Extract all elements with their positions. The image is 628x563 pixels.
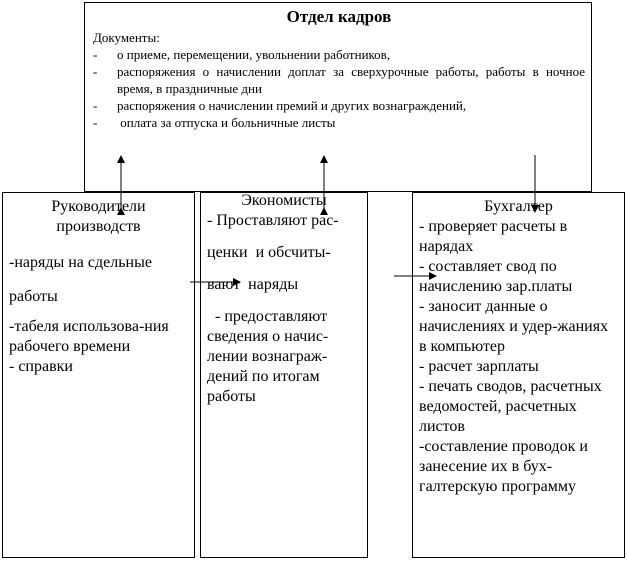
documents-item: - оплата за отпуска и больничные листы [93, 114, 585, 131]
documents-item: - распоряжения о начислении доплат за сверхурочные работы, работы в ночное время, в праздничные дни [93, 63, 585, 97]
documents-label: Документы: [93, 30, 160, 45]
works-line: работы [9, 288, 58, 305]
certificates-line: - справки [9, 358, 73, 375]
accountant-title: Бухгалтер [484, 198, 553, 215]
accountant-task: - заносит данные о начислениях и удер-жаниях в компьютер [419, 298, 609, 355]
documents-item: - распоряжения о начислении премий и других вознаграждений, [93, 97, 585, 114]
accountant-task: - составляет свод по начислению зар.платы [419, 258, 573, 295]
economists-line-2: ценки и обсчиты- [207, 244, 331, 261]
production-managers-title: Руководители производств [51, 198, 146, 235]
accountant-task: - проверяет расчеты в нарядах [419, 218, 568, 255]
piecework-orders-line: -наряды на сдельные [9, 254, 152, 271]
accountant-task: -составление проводок и занесение их в бух-галтерскую программу [419, 438, 588, 495]
economists-title: Экономисты [241, 192, 327, 209]
economists-line-4: - предоставляют сведения о начис-лении вознаграж-дений по итогам работы [207, 308, 332, 405]
accountant-task: - расчет зарплаты [419, 358, 539, 375]
timesheets-line: -табеля использова-ния рабочего времени [9, 318, 169, 355]
documents-item: - о приеме, перемещении, увольнении работников, [93, 46, 585, 63]
accountant-task: - печать сводов, расчетных ведомостей, расчетных листов [419, 378, 602, 435]
hr-department-title: Отдел кадров [286, 7, 392, 26]
economists-line-1: - Проставляют рас- [207, 212, 339, 229]
economists-line-3: вают наряды [207, 276, 299, 293]
